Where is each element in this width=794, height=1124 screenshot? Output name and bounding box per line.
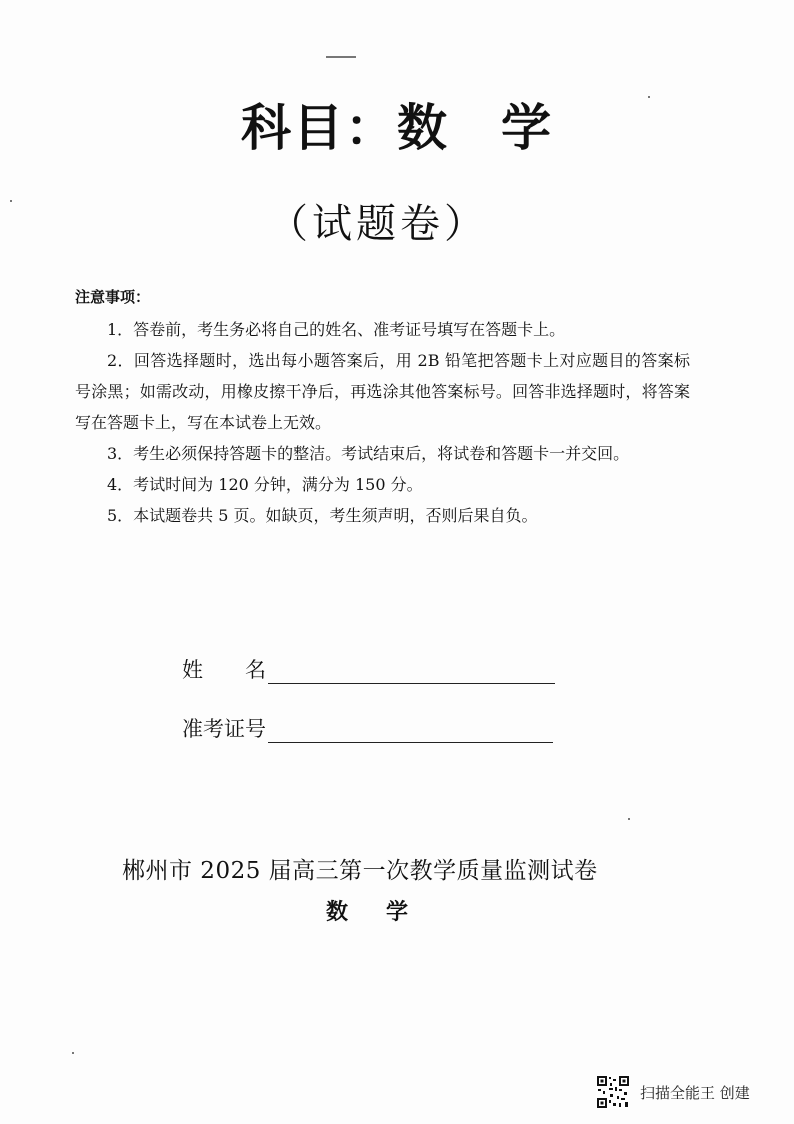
exam-id-field <box>182 713 553 743</box>
notice-item: 5．本试题卷共 5 页。如缺页，考生须声明，否则后果自负。 <box>107 506 538 525</box>
notice-item: 3．考生必须保持答题卡的整洁。考试结束后，将试卷和答题卡一并交回。 <box>107 444 630 463</box>
notice-heading: 注意事项： <box>75 288 151 306</box>
scanner-watermark-text: 扫描全能王 创建 <box>640 1083 750 1102</box>
notice-list <box>75 314 690 531</box>
notice-item: 1．答卷前，考生务必将自己的姓名、准考证号填写在答题卡上。 <box>107 320 566 339</box>
exam-id-blank-line <box>268 718 553 743</box>
name-field <box>182 654 555 684</box>
exam-id-label: 准考证号 <box>182 717 266 741</box>
footer-subject: 数学 <box>326 900 447 925</box>
scan-speck <box>326 56 356 58</box>
name-label: 姓 名 <box>182 658 266 682</box>
subject-title: 科目：数 学 <box>241 99 553 157</box>
notice-item: 2．回答选择题时，选出每小题答案后，用 2B 铅笔把答题卡上对应题目的答案标号涂黑；如需改动，用橡皮擦干净后，再选涂其他答案标号。回答非选择题时，将答案写在答题卡上，写在本试卷上无效。 <box>75 351 690 432</box>
paper-type-subtitle: （试题卷） <box>268 201 488 247</box>
scan-speck <box>72 1052 74 1054</box>
notice-item: 4．考试时间为 120 分钟，满分为 150 分。 <box>107 475 423 494</box>
name-blank-line <box>268 659 555 684</box>
scan-speck <box>628 818 630 820</box>
exam-title: 郴州市 2025 届高三第一次教学质量监测试卷 <box>122 858 598 884</box>
scanner-watermark <box>596 1075 750 1109</box>
qr-code-icon <box>596 1075 630 1109</box>
